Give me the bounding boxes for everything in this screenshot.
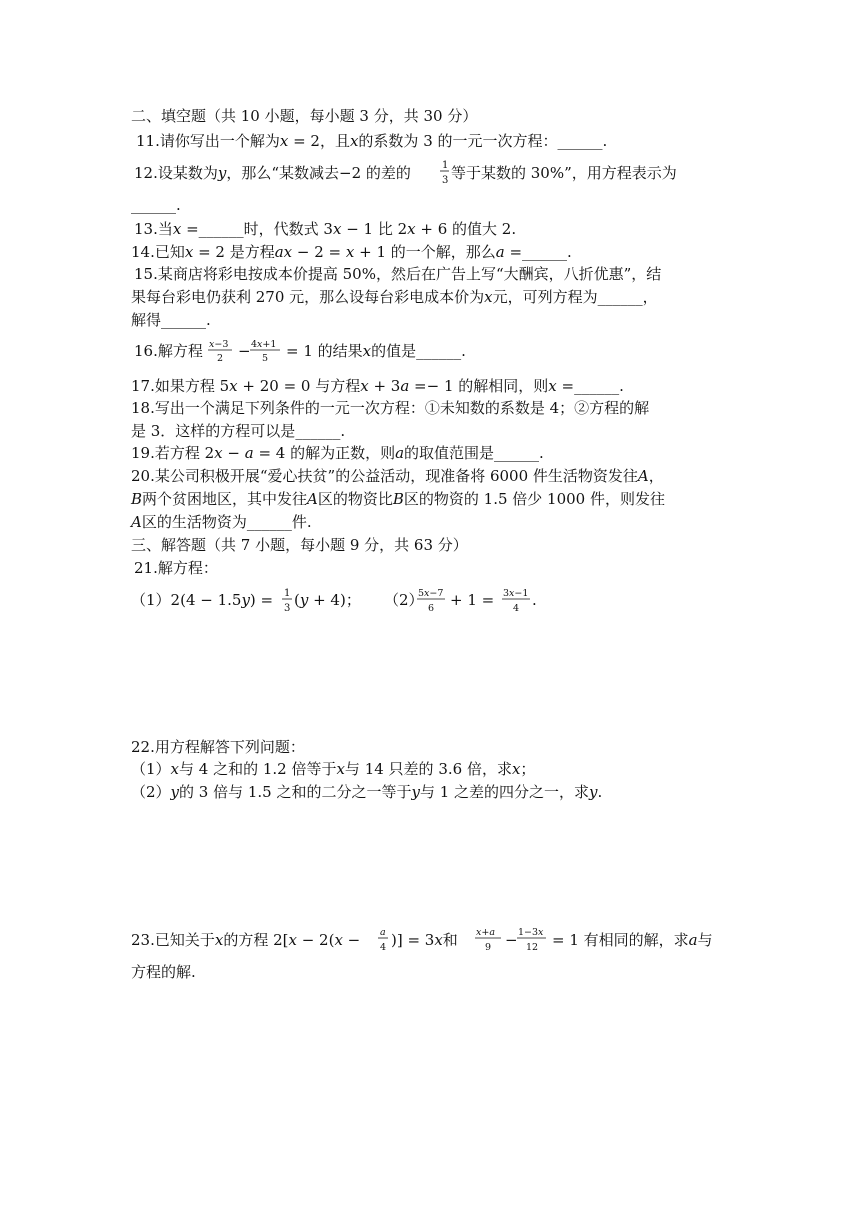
question-13: 13.当𝑥 =______时，代数式 3𝑥 − 1 比 2𝑥 + 6 的值大 2. bbox=[134, 220, 517, 238]
question-12-frac-den: 3 bbox=[442, 175, 449, 186]
question-21-part2-frac1-den: 6 bbox=[428, 603, 435, 614]
question-23-frac2-den: 9 bbox=[485, 942, 492, 953]
question-20-line1: 20.某公司积极开展“爱心扶贫”的公益活动，现准备将 6000 件生活物资发往𝐴， bbox=[131, 467, 664, 485]
question-15-line2: 果每台彩电仍获利 270 元，那么设每台彩电成本价为𝑥元，可列方程为______， bbox=[131, 288, 658, 306]
question-19: 19.若方程 2𝑥 − 𝑎 = 4 的解为正数，则𝑎的取值范围是______. bbox=[131, 444, 544, 462]
question-16-minus: − bbox=[238, 342, 251, 360]
question-18-line1: 18.写出一个满足下列条件的一元一次方程：①未知数的系数是 4；②方程的解 bbox=[131, 399, 650, 417]
question-22-title: 22.用方程解答下列问题： bbox=[131, 738, 305, 756]
question-22-part2: （2）𝑦的 3 倍与 1.5 之和的二分之一等于𝑦与 1 之差的四分之一，求𝑦. bbox=[131, 783, 603, 801]
question-12-line2: ______. bbox=[131, 196, 181, 214]
question-16-a: 16.解方程 bbox=[134, 342, 203, 360]
question-23-frac1-den: 4 bbox=[380, 942, 387, 953]
question-17: 17.如果方程 5𝑥 + 20 = 0 与方程𝑥 + 3𝑎 =− 1 的解相同，则𝑥 =______. bbox=[131, 377, 624, 395]
question-12-line1-a: 12.设某数为𝑦，那么“某数减去−2 的差的 bbox=[134, 164, 411, 182]
section3-heading: 三、解答题（共 7 小题，每小题 9 分，共 63 分） bbox=[131, 536, 468, 554]
question-21-part1-frac-den: 3 bbox=[284, 603, 291, 614]
question-15-line1: 15.某商店将彩电按成本价提高 50%，然后在广告上写“大酬宾，八折优惠”，结 bbox=[134, 265, 662, 283]
question-23-frac2-num: 𝑥+𝑎 bbox=[476, 927, 495, 938]
question-20-line2: 𝐵两个贫困地区，其中发往𝐴区的物资比𝐵区的物资的 1.5 倍少 1000 件，则发往 bbox=[131, 490, 665, 508]
question-15-line3: 解得______. bbox=[131, 311, 211, 329]
question-22-part1: （1）𝑥与 4 之和的 1.2 倍等于𝑥与 14 只差的 3.6 倍，求𝑥； bbox=[131, 760, 536, 778]
question-21-part2-frac1-num: 5𝑥−7 bbox=[418, 588, 444, 599]
question-16-frac2-num: 4𝑥+1 bbox=[251, 339, 277, 350]
question-21-part2-mid: + 1 = bbox=[450, 591, 495, 609]
question-16-frac2-den: 5 bbox=[262, 353, 269, 364]
question-23-line2: 方程的解. bbox=[131, 963, 196, 981]
question-23-a: 23.已知关于𝑥的方程 2[𝑥 − 2(𝑥 − bbox=[131, 931, 361, 949]
question-21-part1-b: (𝑦 + 4)； bbox=[294, 591, 361, 609]
question-16-b: = 1 的结果𝑥的值是______. bbox=[286, 342, 466, 360]
question-11: 11.请你写出一个解为𝑥 = 2，且𝑥的系数为 3 的一元一次方程：______. bbox=[136, 132, 608, 150]
question-21-part2-a: （2） bbox=[384, 591, 424, 609]
question-23-frac1-num: 𝑎 bbox=[380, 927, 386, 938]
question-21-part2-frac2-num: 3𝑥−1 bbox=[503, 588, 529, 599]
section2-heading: 二、填空题（共 10 小题，每小题 3 分，共 30 分） bbox=[131, 107, 478, 125]
question-21-title: 21.解方程： bbox=[134, 559, 218, 577]
question-21-part1-a: （1）2(4 − 1.5𝑦) = bbox=[131, 591, 274, 609]
question-21-part2-end: . bbox=[532, 591, 537, 609]
question-14: 14.已知𝑥 = 2 是方程𝑎𝑥 − 2 = 𝑥 + 1 的一个解，那么𝑎 =______. bbox=[131, 243, 572, 261]
question-12-frac-num: 1 bbox=[442, 160, 449, 171]
question-12-line1-b: 等于某数的 30%”，用方程表示为 bbox=[451, 164, 677, 182]
question-23-frac3-num: 1−3𝑥 bbox=[518, 927, 544, 938]
question-23-frac3-den: 12 bbox=[526, 942, 539, 953]
question-21-part2-frac2-den: 4 bbox=[513, 603, 520, 614]
question-16-frac1-num: 𝑥−3 bbox=[209, 339, 229, 350]
question-23-b: )] = 3𝑥和 bbox=[391, 931, 458, 949]
question-16-frac1-den: 2 bbox=[217, 353, 224, 364]
question-23-c: = 1 有相同的解，求𝑎与 bbox=[552, 931, 713, 949]
question-18-line2: 是 3．这样的方程可以是______. bbox=[131, 422, 346, 440]
question-20-line3: 𝐴区的生活物资为______件. bbox=[131, 513, 312, 531]
question-21-part1-frac-num: 1 bbox=[284, 588, 291, 599]
question-23-minus: − bbox=[505, 931, 518, 949]
